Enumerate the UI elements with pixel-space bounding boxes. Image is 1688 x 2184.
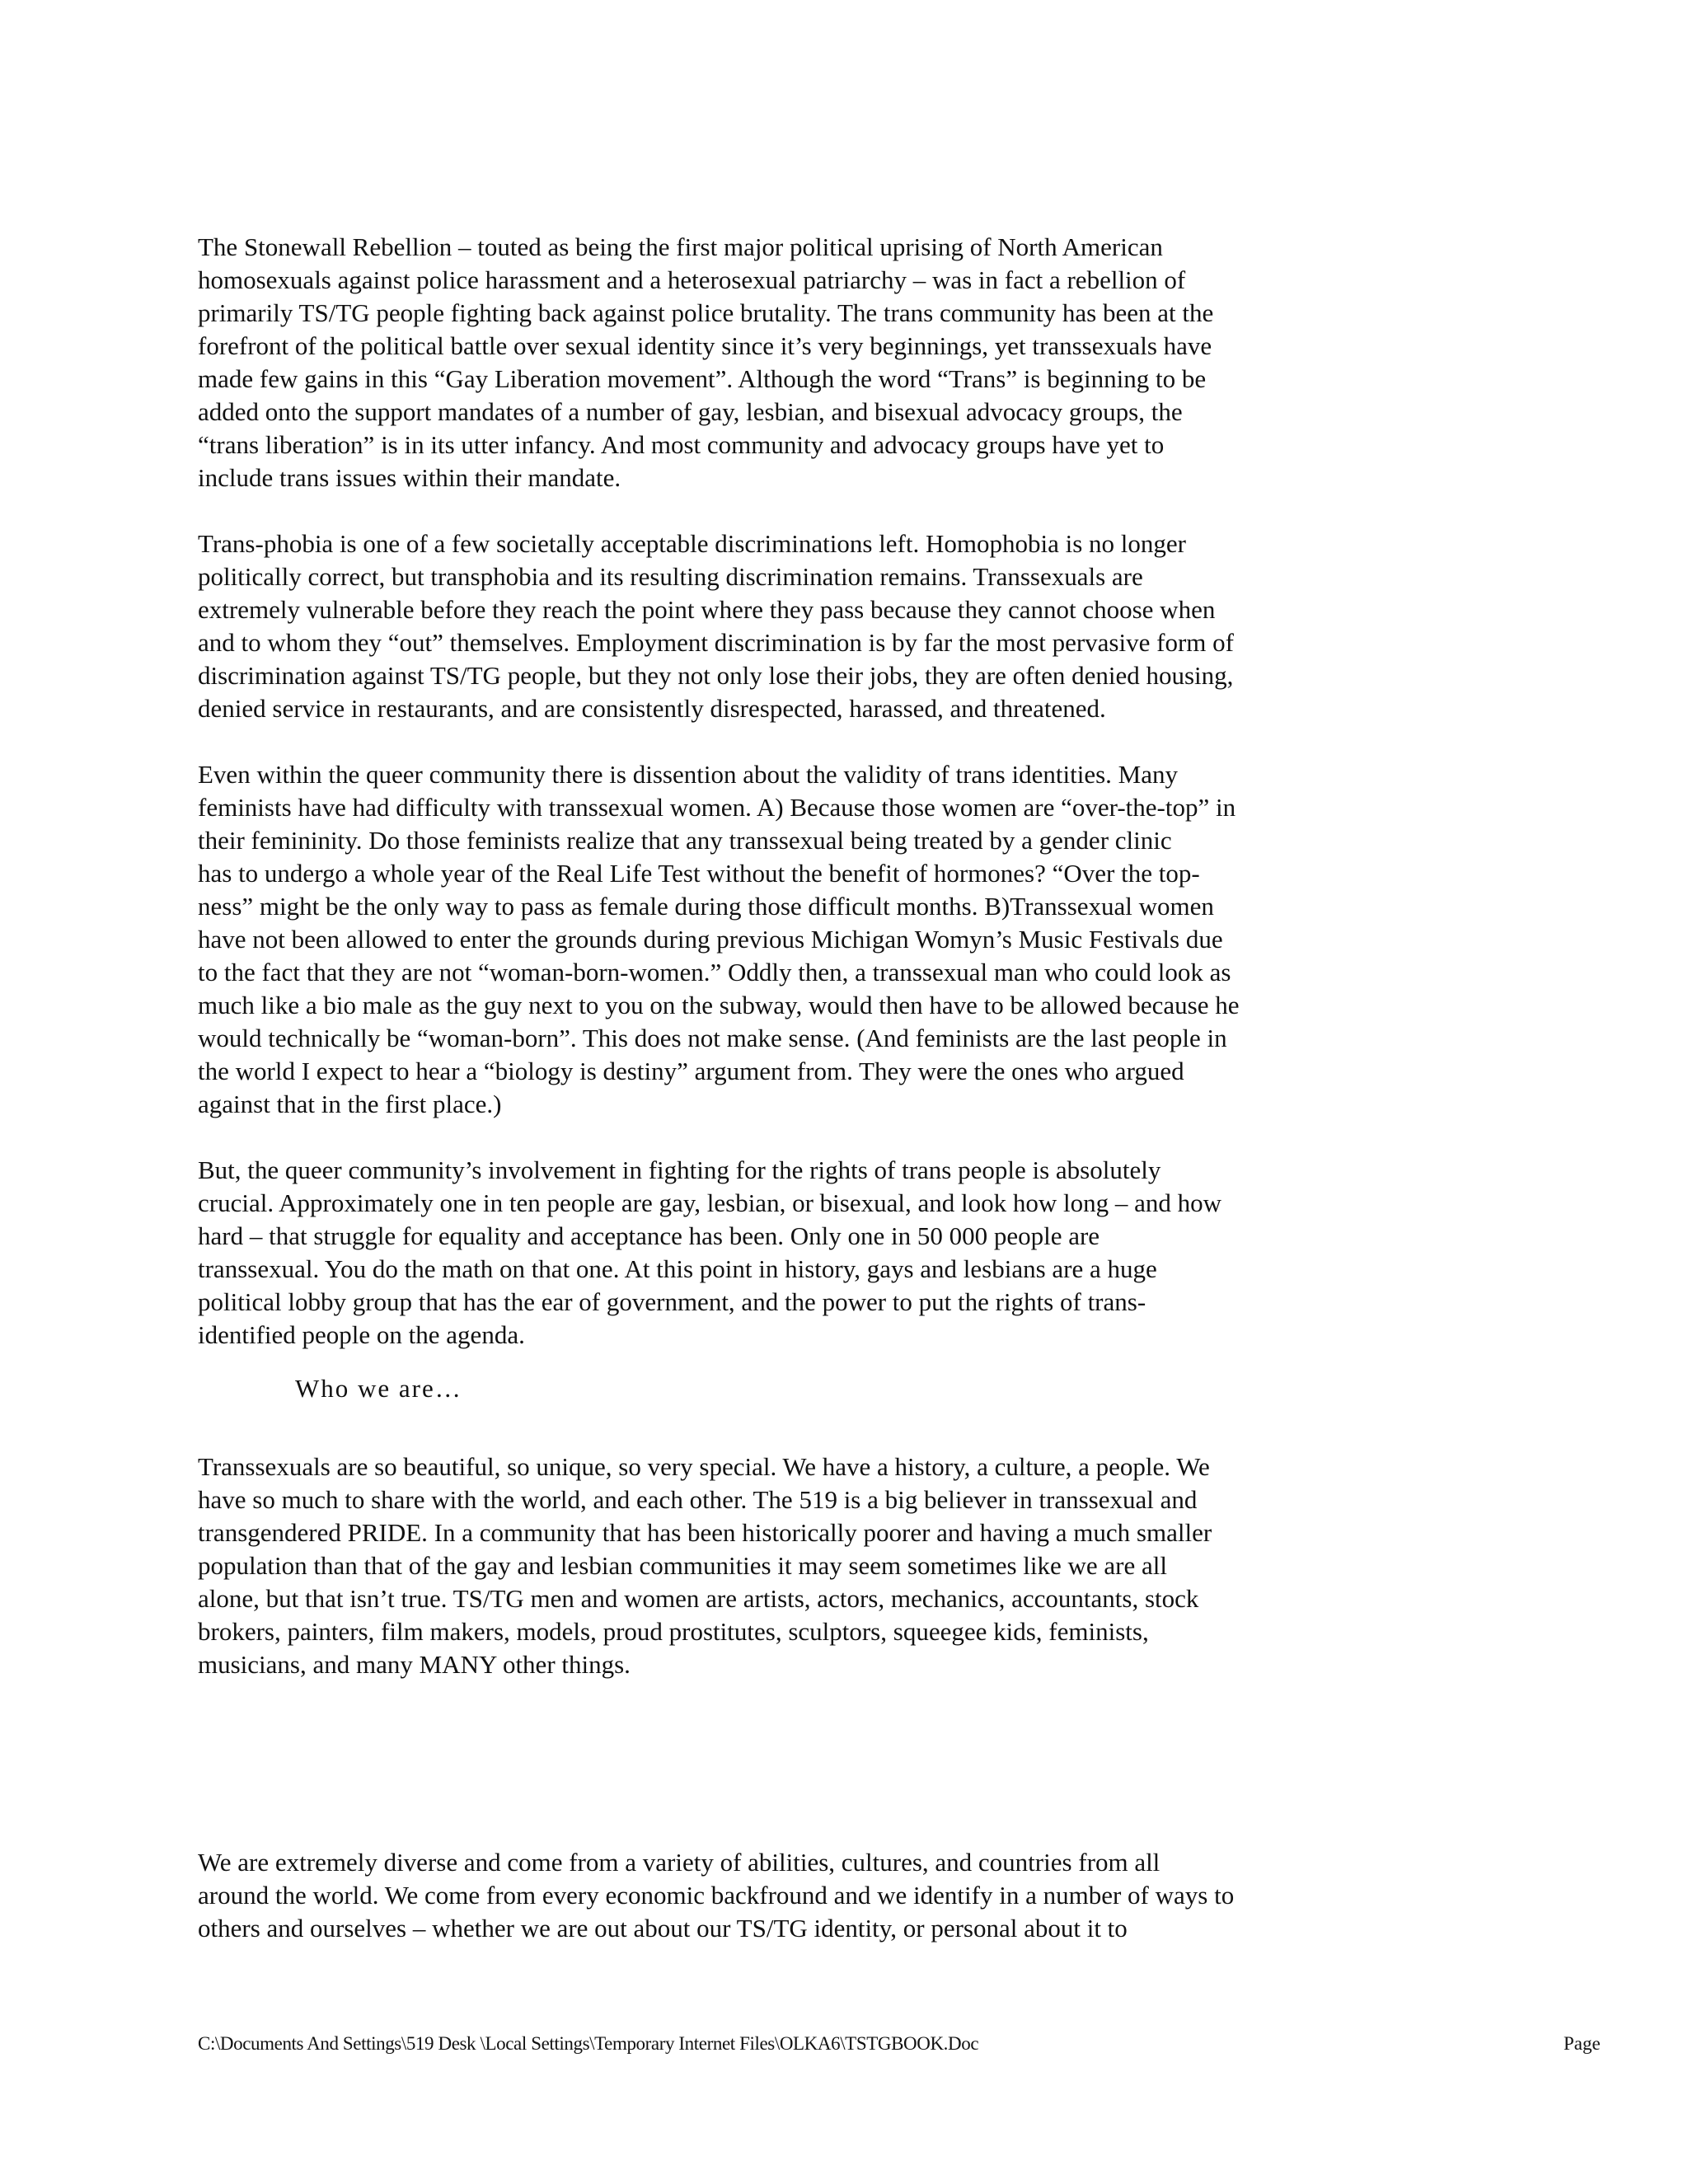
- paragraph-queer-involvement: But, the queer community’s involvement in fighting for the rights of trans people is absolutely crucial. Approximately one in ten people are gay, lesbian, or bisexual, and look how long – and how hard – that struggle for equality and acceptance has been. Only one in 50 000 people are transsexual. You do the math on that one. At this point in history, gays and lesbians are a huge political lobby group that has the ear of government, and the power to put the rights of trans- identified people on the agenda.: [198, 1155, 1221, 1349]
- section-heading-who-we-are: Who we are…: [295, 1374, 462, 1403]
- paragraph-diverse: We are extremely diverse and come from a variety of abilities, cultures, and countries from all around the world. We come from every economic backfround and we identify in a number of ways to others and ourselves – whether we are out about our TS/TG identity, or personal about it to: [198, 1848, 1235, 1943]
- footer-file-path: C:\Documents And Settings\519 Desk \Local Settings\Temporary Internet Files\OLKA6\TSTGBOOK.Doc: [198, 2033, 979, 2054]
- footer-page-label: Page: [1564, 2033, 1601, 2054]
- paragraph-transsexuals-beautiful: Transsexuals are so beautiful, so unique, so very special. We have a history, a culture, a people. We have so much to share with the world, and each other. The 519 is a big believer in transsexual and transgendered PRIDE. In a community that has been historically poorer and having a much smaller population than that of the gay and lesbian communities it may seem sometimes like we are all alone, but that isn’t true. TS/TG men and women are artists, actors, mechanics, accountants, stock brokers, painters, film makers, models, proud prostitutes, sculptors, squeegee kids, feminists, musicians, and many MANY other things.: [198, 1452, 1212, 1679]
- paragraph-stonewall: The Stonewall Rebellion – touted as being the first major political uprising of North American homosexuals against police harassment and a heterosexual patriarchy – was in fact a rebellion of primarily TS/TG people fighting back against police brutality. The trans community has been at the forefront of the political battle over sexual identity since it’s very beginnings, yet transsexuals have made few gains in this “Gay Liberation movement”. Although the word “Trans” is beginning to be added onto the support mandates of a number of gay, lesbian, and bisexual advocacy groups, the “trans liberation” is in its utter infancy. And most community and advocacy groups have yet to include trans issues within their mandate.: [198, 232, 1214, 492]
- paragraph-queer-community-dissention: Even within the queer community there is dissention about the validity of trans identities. Many feminists have had difficulty with transsexual women. A) Because those women are “over-the-top” in their femininity. Do those feminists realize that any transsexual being treated by a gender clinic has to undergo a whole year of the Real Life Test without the benefit of hormones? “Over the top- ness” might be the only way to pass as female during those difficult months. B)Transsexual women have not been allowed to enter the grounds during previous Michigan Womyn’s Music Festivals due to the fact that they are not “woman-born-women.” Oddly then, a transsexual man who could look as much like a bio male as the guy next to you on the subway, would then have to be allowed because he would technically be “woman-born”. This does not make sense. (And feminists are the last people in the world I expect to hear a “biology is destiny” argument from. They were the ones who argued against that in the first place.): [198, 760, 1240, 1118]
- paragraph-transphobia: Trans-phobia is one of a few societally acceptable discriminations left. Homophobia is no longer politically correct, but transphobia and its resulting discrimination remains. Transsexuals are extremely vulnerable before they reach the point where they pass because they cannot choose when and to whom they “out” themselves. Employment discrimination is by far the most pervasive form of discrimination against TS/TG people, but they not only lose their jobs, they are often denied housing, denied service in restaurants, and are consistently disrespected, harassed, and threatened.: [198, 529, 1234, 723]
